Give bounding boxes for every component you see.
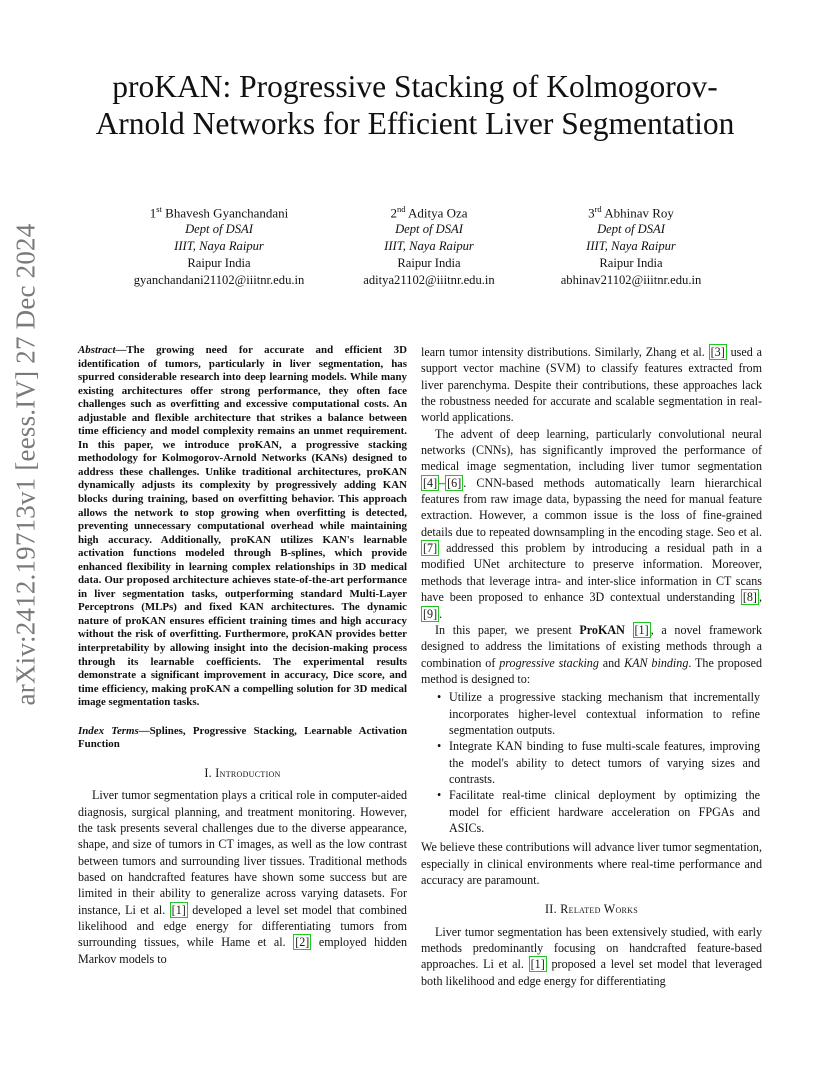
- author-1-ordinal-suffix: st: [156, 204, 162, 214]
- author-3-location: Raipur India: [599, 256, 663, 271]
- intro-paragraph-1: [78, 787, 407, 967]
- author-2-name: Aditya Oza: [407, 205, 468, 221]
- arxiv-identifier-stamp: [6, 223, 46, 705]
- intro-cont-text-b: used a support vector machine (SVM) to classify features extracted from liver parenchyma. Despite their contributions, these approaches lack the robustness needed for accurate and scalable segmentation in real-world applications.: [421, 345, 762, 425]
- paper-title: proKAN: Progressive Stacking of Kolmogorov-Arnold Networks for Efficient Liver Segmentation: [95, 69, 735, 141]
- abstract: [78, 344, 407, 710]
- citation-link-1[interactable]: [1]: [171, 902, 186, 917]
- intro-p2-text-c: addressed this problem by introducing a residual path in a modified UNet architecture to preserve information. Moreover, methods that leverage intra- and inter-slice information in CT scans have been proposed to enhance 3D contextual understanding: [421, 541, 762, 605]
- intro-cont-text-a: learn tumor intensity distributions. Similarly, Zhang et al.: [421, 345, 709, 359]
- author-3-dept: Dept of DSAI: [597, 222, 665, 237]
- author-2-dept: Dept of DSAI: [395, 222, 463, 237]
- author-2-ordinal: 2: [390, 205, 397, 221]
- intro-p2-text-a: The advent of deep learning, particularly convolutional neural networks (CNNs), has significantly improved the performance of medical image segmentation, including liver tumor segmentation: [421, 426, 762, 474]
- method-name: ProKAN: [579, 622, 625, 637]
- intro-paragraph-3: [421, 622, 762, 687]
- related-p1-text-a: Liver tumor segmentation has been extensively studied, with early methods predominantly focusing on handcrafted feature-based approaches. Li et al.: [421, 924, 762, 972]
- intro-p1-text-b: developed a level set model that combined likelihood and edge energy for differentiating tumors from surrounding tissues, while Hame et al.: [78, 902, 407, 950]
- author-3-ordinal: 3: [588, 205, 595, 221]
- contribution-list: [421, 689, 762, 836]
- left-column: [78, 344, 407, 967]
- author-1-name: Bhavesh Gyanchandani: [165, 205, 289, 221]
- abstract-text: —The growing need for accurate and efficient 3D identification of tumors, particularly in liver segmentation, has spurred considerable research into deep learning models. While many existing architectures offer strong performance, they often face challenges such as overfitting and excessive computational costs. An adjustable and flexible architecture that strikes a balance between time efficiency and model complexity remains an unmet requirement. In this paper, we introduce proKAN, a progressive stacking methodology for Kolmogorov-Arnold Networks (KANs) designed to address these challenges. Unlike traditional architectures, proKAN dynamically adjusts its complexity by progressively adding KAN blocks during training, based on overfitting behavior. This approach allows the network to stop growing when overfitting is detected, preventing unnecessary computational overhead while maintaining high accuracy. Additionally, proKAN utilizes KAN's learnable activation functions modeled through B-splines, which provide enhanced flexibility in learning complex relationships in 3D medical data. Our proposed architecture achieves state-of-the-art performance in liver segmentation tasks, outperforming standard Multi-Layer Perceptrons (MLPs) and fixed KAN architectures. The dynamic nature of proKAN ensures efficient training times and high accuracy without the risk of overfitting. Furthermore, proKAN provides better interpretability by allowing insight into the decision-making process through its learnable coefficients. The experimental results demonstrate a significant improvement in accuracy, Dice score, and time efficiency, making proKAN a compelling solution for 3D medical image segmentation tasks.: [78, 344, 407, 709]
- section-heading-related-works: II. Related Works: [544, 902, 639, 917]
- citation-link-1c[interactable]: [1]: [530, 957, 545, 972]
- index-terms: [78, 725, 407, 752]
- author-3-email: abhinav21102@iiitnr.edu.in: [560, 273, 702, 288]
- intro-paragraph-1-cont: [421, 344, 762, 426]
- author-2-location: Raipur India: [397, 256, 461, 271]
- intro-p3-text-c: . The proposed method is designed to:: [421, 655, 763, 686]
- intro-p3-space: [625, 623, 633, 637]
- author-3-inst: IIIT, Naya Raipur: [586, 239, 676, 254]
- author-3: [516, 201, 746, 289]
- intro-p1-text-a: Liver tumor segmentation plays a critical role in computer-aided diagnosis, surgical planning, and treatment monitoring. However, the task presents several challenges due to the diverse appearance, shape, and size of tumors in CT images, as well as the low contrast between tumors and surrounding liver tissues. Traditional methods based on handcrafted features have shown some success but are limited in their ability to generalize across varying datasets. For instance, Li et al.: [78, 788, 407, 917]
- citation-link-7[interactable]: [7]: [423, 541, 438, 556]
- citation-link-9[interactable]: [9]: [423, 606, 438, 621]
- related-works-paragraph-1: [421, 924, 762, 989]
- citation-range-dash: –: [439, 475, 446, 490]
- abstract-label: Abstract: [78, 344, 116, 356]
- citation-link-3[interactable]: [3]: [710, 345, 725, 359]
- author-3-ordinal-suffix: rd: [594, 204, 602, 214]
- author-2-inst: IIIT, Naya Raipur: [384, 239, 474, 254]
- list-item: • Facilitate real-time clinical deployment by optimizing the model for efficient hardware acceleration on FPGAs and ASICs.: [421, 787, 762, 836]
- arxiv-stamp-text: arXiv:2412.19713v1 [eess.IV] 27 Dec 2024: [10, 223, 41, 705]
- author-2-ordinal-suffix: nd: [396, 204, 406, 214]
- intro-p3-and: and: [598, 655, 625, 670]
- section-heading-introduction: I. Introduction: [204, 765, 281, 780]
- index-terms-text: —Splines, Progressive Stacking, Learnable Activation Function: [78, 724, 407, 751]
- list-item: • Utilize a progressive stacking mechanism that incrementally incorporates higher-level contextual information to refine segmentation outputs.: [421, 689, 762, 738]
- citation-link-1b[interactable]: [1]: [634, 622, 649, 637]
- right-column: [421, 344, 762, 989]
- citation-separator: ,: [758, 590, 762, 605]
- citation-link-2[interactable]: [2]: [295, 935, 310, 950]
- intro-paragraph-2: [421, 426, 762, 622]
- intro-p3-text-a: In this paper, we present: [435, 622, 580, 637]
- citation-link-4[interactable]: [4]: [423, 475, 438, 490]
- author-2-email: aditya21102@iiitnr.edu.in: [363, 273, 495, 288]
- intro-p1-text-c: employed hidden Markov models to: [78, 935, 407, 966]
- citation-link-6[interactable]: [6]: [447, 475, 462, 490]
- intro-p3-text-b: , a novel framework designed to address the limitations of existing methods through a combination of: [421, 622, 762, 670]
- emphasis-progressive-stacking: progressive stacking: [499, 655, 599, 670]
- related-p1-text-b: proposed a level set model that leveraged both likelihood and edge energy for differentiating: [421, 957, 762, 988]
- list-item: • Integrate KAN binding to fuse multi-scale features, improving the model's ability to detect tumors of varying sizes and contrasts.: [421, 738, 762, 787]
- author-1-inst: IIIT, Naya Raipur: [174, 239, 264, 254]
- author-3-name: Abhinav Roy: [604, 205, 674, 221]
- intro-paragraph-4: We believe these contributions will advance liver tumor segmentation, especially in clinical environments where real-time performance and accuracy are paramount.: [421, 840, 762, 887]
- author-1: [104, 201, 334, 289]
- author-2: [314, 201, 544, 289]
- citation-link-8[interactable]: [8]: [742, 590, 757, 605]
- index-terms-label: Index Terms: [78, 724, 139, 737]
- author-1-dept: Dept of DSAI: [185, 222, 253, 237]
- author-1-email: gyanchandani21102@iiitnr.edu.in: [133, 273, 305, 288]
- intro-p2-end: .: [439, 606, 443, 621]
- author-1-ordinal: 1: [149, 205, 157, 221]
- author-1-location: Raipur India: [187, 256, 251, 271]
- emphasis-kan-binding: KAN binding: [624, 655, 689, 670]
- intro-p2-text-b: . CNN-based methods automatically learn hierarchical features from raw image data, bypassing the need for manual feature extraction. However, a common issue is the loss of fine-grained details due to repeated downsampling in the encoding stage. Seo et al.: [421, 475, 762, 539]
